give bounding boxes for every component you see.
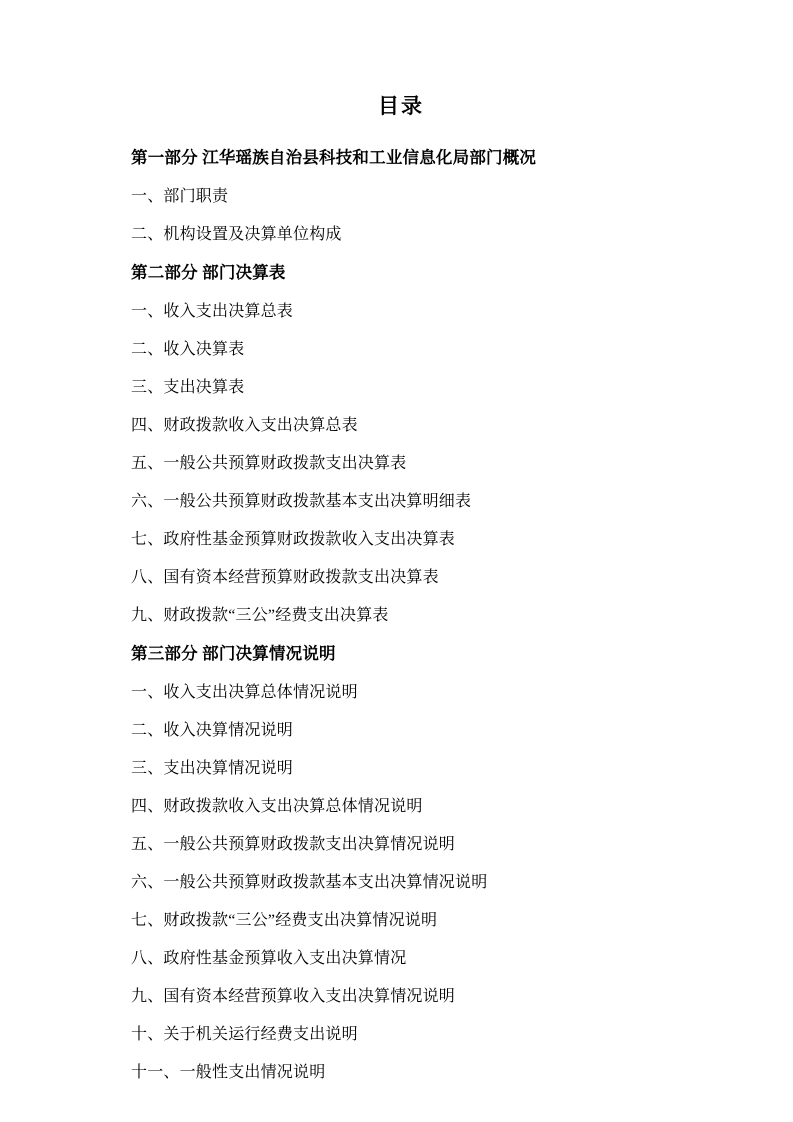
toc-entry[interactable]: 四、财政拨款收入支出决算总表 xyxy=(131,416,358,434)
toc-entry[interactable]: 五、一般公共预算财政拨款支出决算表 xyxy=(131,454,407,472)
table-of-contents xyxy=(131,92,671,1092)
section-heading-part-1: 第一部分 江华瑶族自治县科技和工业信息化局部门概况 xyxy=(131,148,537,168)
section-heading-part-2: 第二部分 部门决算表 xyxy=(131,263,286,283)
toc-entry[interactable]: 四、财政拨款收入支出决算总体情况说明 xyxy=(131,797,423,815)
toc-entry[interactable]: 三、支出决算情况说明 xyxy=(131,759,294,777)
toc-entry[interactable]: 五、一般公共预算财政拨款支出决算情况说明 xyxy=(131,835,456,853)
toc-entry[interactable]: 一、收入支出决算总体情况说明 xyxy=(131,683,358,701)
toc-entry[interactable]: 十一、一般性支出情况说明 xyxy=(131,1063,326,1081)
toc-entry[interactable]: 八、政府性基金预算收入支出决算情况 xyxy=(131,949,407,967)
toc-entry[interactable]: 二、收入决算表 xyxy=(131,340,245,358)
section-heading-part-3: 第三部分 部门决算情况说明 xyxy=(131,643,336,663)
toc-entry[interactable]: 八、国有资本经营预算财政拨款支出决算表 xyxy=(131,568,439,586)
toc-entry[interactable]: 一、部门职责 xyxy=(131,188,229,206)
toc-entry[interactable]: 二、机构设置及决算单位构成 xyxy=(131,226,342,244)
toc-entry[interactable]: 一、收入支出决算总表 xyxy=(131,302,294,320)
page-title: 目录 xyxy=(378,94,424,118)
toc-entry[interactable]: 九、国有资本经营预算收入支出决算情况说明 xyxy=(131,987,456,1005)
toc-entry[interactable]: 三、支出决算表 xyxy=(131,378,245,396)
toc-entry[interactable]: 十、关于机关运行经费支出说明 xyxy=(131,1025,358,1043)
toc-entry[interactable]: 六、一般公共预算财政拨款基本支出决算明细表 xyxy=(131,492,472,510)
toc-entry[interactable]: 二、收入决算情况说明 xyxy=(131,721,294,739)
toc-entry[interactable]: 七、政府性基金预算财政拨款收入支出决算表 xyxy=(131,530,456,548)
toc-entry[interactable]: 九、财政拨款“三公”经费支出决算表 xyxy=(131,606,389,624)
toc-entry[interactable]: 六、一般公共预算财政拨款基本支出决算情况说明 xyxy=(131,873,488,891)
toc-entry[interactable]: 七、财政拨款“三公”经费支出决算情况说明 xyxy=(131,911,438,929)
